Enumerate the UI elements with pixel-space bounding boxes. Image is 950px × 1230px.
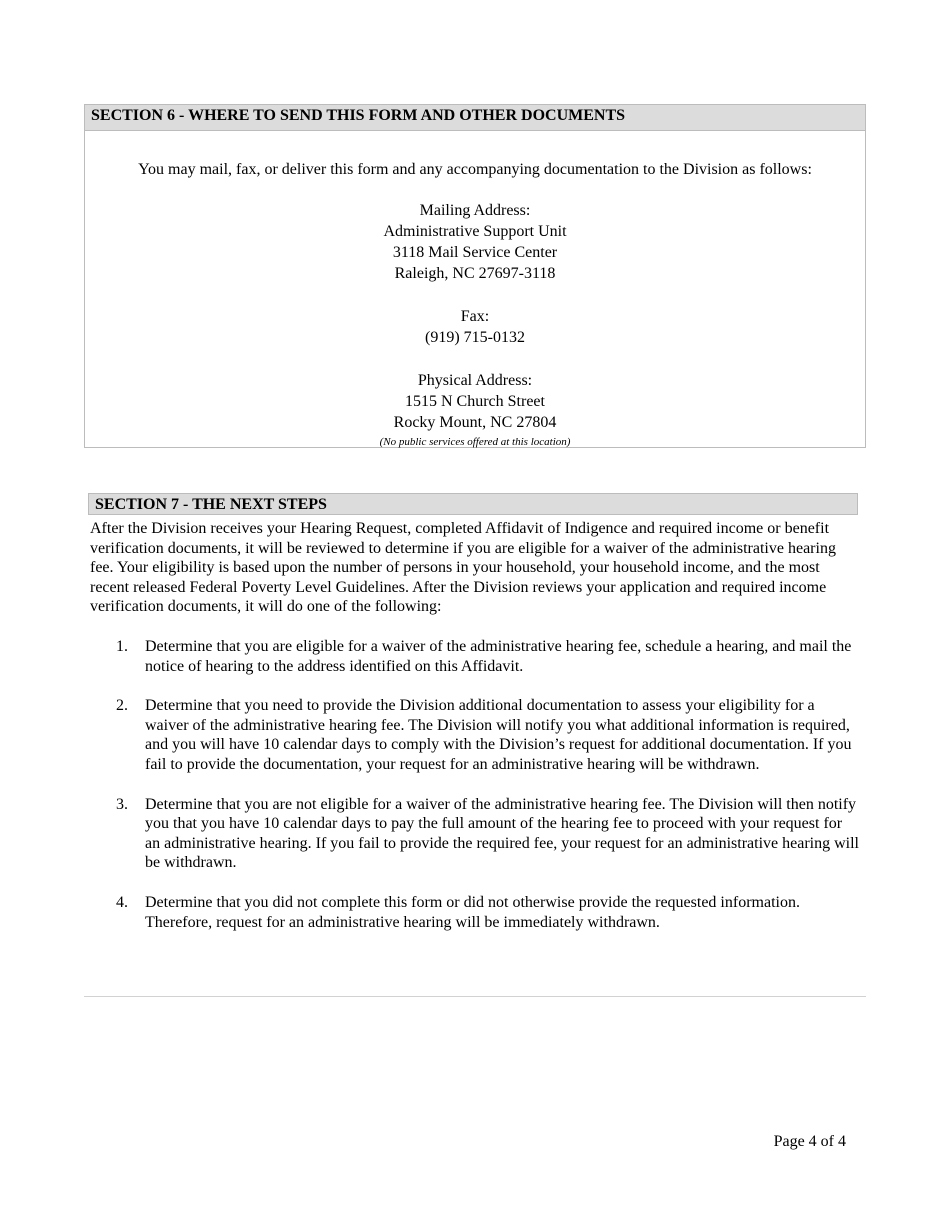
mailing-address-line-3: Raleigh, NC 27697-3118 (394, 265, 556, 282)
mailing-address-line-2: 3118 Mail Service Center (392, 244, 558, 261)
section-6-title: SECTION 6 - WHERE TO SEND THIS FORM AND OTHER DOCUMENTS (85, 105, 865, 131)
section-7-title: SECTION 7 - THE NEXT STEPS (88, 493, 858, 515)
next-steps-list (90, 637, 860, 952)
list-item (90, 795, 860, 873)
physical-address-note: (No public services offered at this location) (379, 436, 571, 448)
list-item-number: 2. (116, 697, 128, 715)
list-item (90, 696, 860, 774)
list-item-text: Determine that you did not complete this form or did not otherwise provide the requested information. Therefore, request for an administrative hearing will be immediately withdrawn. (145, 893, 800, 931)
list-item (90, 637, 860, 676)
section-6-intro: You may mail, fax, or deliver this form and any accompanying documentation to the Division as follows: (138, 161, 812, 178)
fax-number: (919) 715-0132 (425, 329, 525, 346)
list-item (90, 893, 860, 932)
list-item-text: Determine that you are not eligible for a waiver of the administrative hearing fee. The Division will then notify you that you have 10 calendar days to pay the full amount of the hearing fee to proceed with your request for an administrative hearing. If you fail to provide the required fee, your request for an administrative hearing will be withdrawn. (145, 795, 859, 872)
physical-address-block (85, 370, 865, 449)
list-item-number: 4. (116, 893, 128, 911)
fax-label: Fax: (460, 308, 490, 325)
mailing-address-block (85, 200, 865, 284)
physical-address-label: Physical Address: (417, 372, 533, 389)
physical-address-line-1: 1515 N Church Street (405, 393, 545, 410)
mailing-address-line-1: Administrative Support Unit (383, 223, 567, 240)
section-6-box (84, 104, 866, 448)
mailing-address-label: Mailing Address: (419, 202, 531, 219)
list-item-number: 3. (116, 795, 128, 813)
list-item-number: 1. (116, 638, 128, 655)
fax-block (85, 306, 865, 348)
page-number: Page 4 of 4 (773, 1133, 846, 1150)
footer-divider (84, 996, 866, 997)
physical-address-line-2: Rocky Mount, NC 27804 (393, 414, 557, 431)
list-item-text: Determine that you need to provide the Division additional documentation to assess your eligibility for a waiver of the administrative hearing fee. The Division will notify you what additional information is required, and you will have 10 calendar days to comply with the Division’s request for additional documentation. If you fail to provide the documentation, your request for an administrative hearing will be withdrawn. (145, 697, 852, 773)
list-item-text: Determine that you are eligible for a waiver of the administrative hearing fee, schedule a hearing, and mail the notice of hearing to the address identified on this Affidavit. (145, 638, 852, 675)
section-7-paragraph: After the Division receives your Hearing Request, completed Affidavit of Indigence and required income or benefit verification documents, it will be reviewed to determine if you are eligible for a waiver of the administrative hearing fee. Your eligibility is based upon the number of persons in your household, your household income, and the most recent released Federal Poverty Level Guidelines. After the Division reviews your application and required income verification documents, it will do one of the following: (90, 520, 836, 615)
